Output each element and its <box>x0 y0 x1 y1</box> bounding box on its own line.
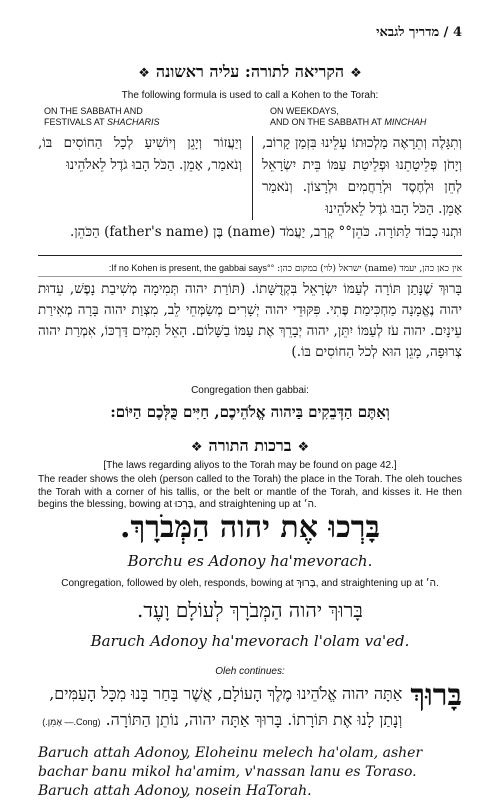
kohen-call-line <box>38 224 462 246</box>
no-kohen-footnote: אין כאן כהן, יעמד (name) ישראל (לוי) במקום כהן: °°If no Kohen is present, the gabbai says: <box>108 263 462 274</box>
borchu-hebrew: בָּרְכוּ אֶת יהוה הַמְּבֹרָךְ. <box>120 510 380 545</box>
left-column-header: ON THE SABBATH AND FESTIVALS AT SHACHARIS <box>44 106 160 127</box>
congregation-response-instruction: Congregation, followed by oleh, responds, bowing at בָּרוּךְ, and straightening up at ה׳. <box>61 578 439 589</box>
section-title-torah-blessings: ❖ברכות התורה❖ <box>190 436 310 455</box>
shabbat-formula-text: וְיַעֲזוֹר וְיָגֵן וְיוֹשִׁיעַ לְכָל הַחוֹסִים בּוֹ, וְנֹאמַר, אָמֵן. הַכֹּל הָבוּ גֹדֶל לֵאלֹהֵינוּ <box>38 135 242 173</box>
ve-atem-verse: וְאַתֶּם הַדְּבֵקִים בַּיהוה אֱלֹהֵיכֶם, חַיִּים כֻּלְּכֶם הַיּוֹם: <box>110 403 390 421</box>
column-divider <box>252 136 253 220</box>
star-ornament-icon: ❖ <box>190 440 203 455</box>
star-ornament-icon: ❖ <box>350 66 362 81</box>
borchu-transliteration: Borchu es Adonoy ha'mevorach. <box>127 552 373 570</box>
star-ornament-icon: ❖ <box>138 66 150 81</box>
divider-rule <box>38 255 462 256</box>
baruch-hamevorach-hebrew: בָּרוּךְ יהוה הַמְּבֹרָךְ לְעוֹלָם וָעֶד. <box>137 598 363 622</box>
kohen-call-text: וּתְנוּ כָבוֹד לַתּוֹרָה. כֹּהֵן°° קְרַב, יַעֲמֹד (name) בֶּן (father's name) הַכֹּהֵן. <box>69 224 462 240</box>
prayer-book-page <box>38 0 462 799</box>
star-ornament-icon: ❖ <box>297 440 310 455</box>
intro-instruction: The following formula is used to call a Kohen to the Torah: <box>121 90 379 101</box>
right-column-header: ON WEEKDAYS, AND ON THE SABBATH AT MINCHAH <box>270 106 427 127</box>
footnote-rule <box>38 276 462 277</box>
laws-note: [The laws regarding aliyos to the Torah may be found on page 42.] <box>103 460 397 471</box>
congregation-then-gabbai: Congregation then gabbai: <box>191 385 309 396</box>
baruch-shenatan-paragraph: בָּרוּךְ שֶׁנָּתַן תּוֹרָה לְעַמּוֹ יִשְׂרָאֵל בִּקְדֻשָּׁתוֹ. (תּוֹרַת יהוה תְּמִימָה מְשִׁיבַת נָפֶשׁ, עֵדוּת יהוה נֶאֱמָנָה מַחְכִּימַת פֶּתִי. פִּקּוּדֵי יהוה יְשָׁרִים מְשַׂמְּחֵי לֵב, מִצְוַת יהוה בָּרָה מְאִירַת עֵינָיִם. יהוה עֹז לְעַמּוֹ יִתֵּן, יהוה יְבָרֵךְ אֶת עַמּוֹ בַשָּׁלוֹם. הָאֵל תָּמִים דַּרְכּוֹ, אִמְרַת יהוה צְרוּפָה, מָגֵן הוּא לְכֹל הַחוֹסִים בּוֹ.) <box>38 281 462 360</box>
torah-blessing-hebrew <box>38 678 462 735</box>
blessing-transliteration: Baruch attah Adonoy, Eloheinu melech ha'olam, asher bachar banu mikol ha'amim, v'nassan lanu es Toraso. Baruch attah Adonoy, nosein HaTorah. <box>38 745 423 799</box>
blessing-body: אַתָּה יהוה אֱלֹהֵינוּ מֶלֶךְ הָעוֹלָם, אֲשֶׁר בָּחַר בָּנוּ מִכָּל הָעַמִּים, וְנָתַן לָנוּ אֶת תּוֹרָתוֹ. בָּרוּךְ אַתָּה יהוה, נוֹתֵן הַתּוֹרָה. <box>49 684 403 729</box>
blessing-initial-word: בָּרוּךְ <box>410 678 462 713</box>
running-head: 4 / מדריך לגבאי <box>376 25 462 40</box>
section-title-torah-reading: ❖הקריאה לתורה: עליה ראשונה❖ <box>138 62 362 81</box>
weekday-formula-text: וְתִגָּלֶה וְתֵרָאֶה מַלְכוּתוֹ עָלֵינוּ בִּזְמַן קָרוֹב, וְיָחֹן פְּלֵיטָתֵנוּ וּפְלֵיטַת עַמּוֹ בֵּית יִשְׂרָאֵל לְחֵן וּלְחֶסֶד וּלְרַחֲמִים וּלְרָצוֹן. וְנֹאמַר אָמֵן. הַכֹּל הָבוּ גֹדֶל לֵאלֹהֵינוּ <box>262 135 462 217</box>
oleh-continues: Oleh continues: <box>215 666 285 677</box>
reader-instructions: The reader shows the oleh (person called to the Torah) the place in the Torah. The oleh touches the Torah with a corner of his tallis, or the belt or mantle of the Torah, and kisses it. He then begins the blessing, bowing at בָּרְכוּ, and straightening up at ה׳. <box>38 474 462 510</box>
baruch-hamevorach-transliteration: Baruch Adonoy ha'mevorach l'olam va'ed. <box>90 632 410 650</box>
congregation-amen: (Cong.— אָמֵן.) <box>42 717 101 727</box>
